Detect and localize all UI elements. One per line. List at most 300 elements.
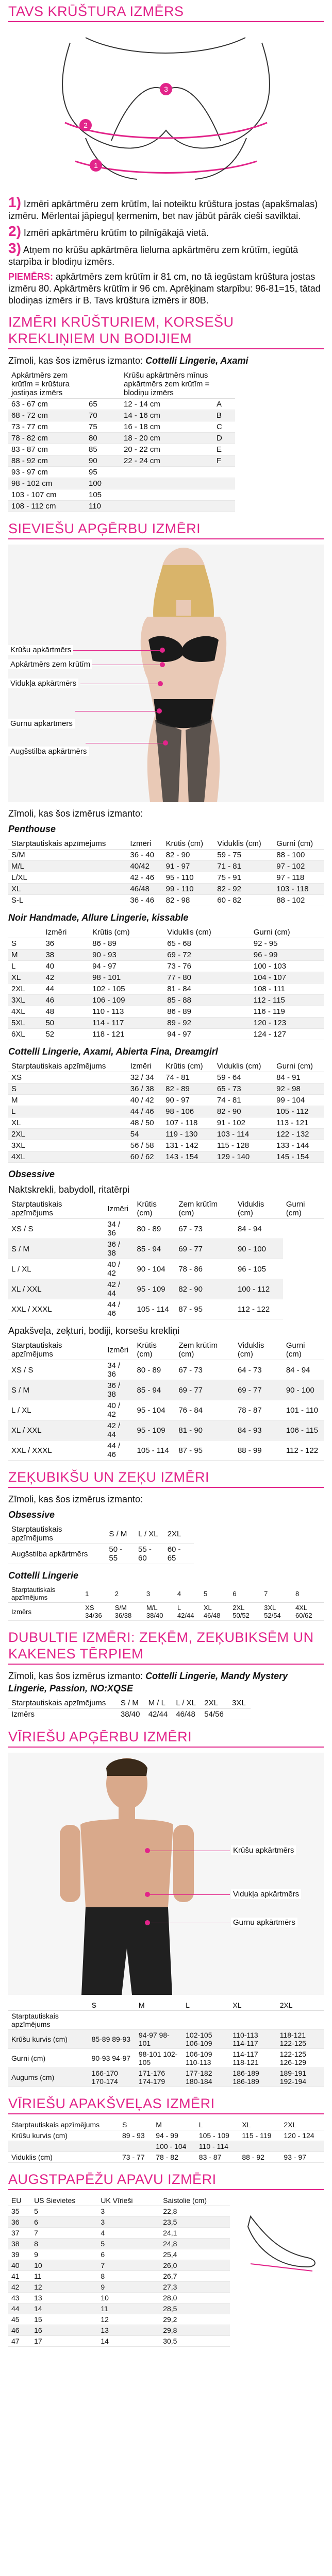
col-header: 1 (82, 1585, 112, 1603)
table-cell: 14 (97, 2336, 151, 2347)
table-row (8, 410, 235, 421)
col-header: Krūšu apkārtmērs mīnus apkārtmērs zem krūtīm = blodiņu izmērs (121, 370, 213, 399)
table-row (8, 478, 235, 489)
table-cell: XXL / XXXL (8, 1440, 104, 1461)
table-row (8, 1279, 324, 1299)
shoes-section (8, 2170, 324, 2347)
table-cell: 122 - 132 (273, 1129, 324, 1140)
table-cell: 108 - 111 (251, 984, 324, 995)
table-cell: 40/42 (127, 861, 162, 872)
table-cell (151, 2206, 160, 2217)
table-cell: 20 - 22 cm (121, 444, 213, 455)
col-header: Krūtis (cm) (89, 927, 164, 938)
table-cell: 4XL (8, 1151, 127, 1163)
table-cell: L (8, 1106, 127, 1117)
table-cell: 16 - 18 cm (121, 421, 213, 433)
col-header: Gurni (cm) (273, 838, 324, 850)
table-cell: 101 - 110 (283, 1400, 324, 1420)
table-cell: 44 / 46 (104, 1440, 134, 1461)
table-cell: 90 - 100 (283, 1380, 324, 1400)
table-cell: 4 (97, 2228, 151, 2239)
col-header: Starptautiskais apzīmējums (8, 1340, 104, 1360)
col-header: Zem krūtīm (cm) (175, 1340, 235, 1360)
table-cell: 85 - 94 (134, 1380, 176, 1400)
table-cell: C (213, 421, 235, 433)
table-cell: 54 (127, 1129, 162, 1140)
table-row (8, 2325, 230, 2336)
table-cell: 82 - 98 (163, 895, 214, 906)
table-cell: 90 - 100 (235, 1239, 283, 1259)
table-cell: 82 - 90 (214, 1106, 273, 1117)
table-cell: XL / XXL (8, 1279, 104, 1299)
table-cell: 25,4 (160, 2249, 230, 2260)
table-cell: 82 - 92 (214, 884, 273, 895)
table-cell: 116 - 119 (251, 1006, 324, 1018)
table-cell: 46 (8, 2325, 31, 2336)
women-measure-figure (8, 545, 324, 802)
table-cell: 70 (86, 410, 121, 421)
table-cell: 90 - 93 (89, 950, 164, 961)
table-cell: L / XL (8, 1400, 104, 1420)
table-cell: Augšstilba apkārtmērs (8, 1544, 106, 1564)
table-cell: 112 - 122 (235, 1299, 283, 1319)
table-cell: 85 - 88 (164, 995, 251, 1006)
table-cell: 27,3 (160, 2282, 230, 2293)
col-header: Viduklis (cm) (164, 927, 251, 938)
table-cell: 38 (8, 2239, 31, 2249)
table-cell: 64 - 73 (235, 1360, 283, 1380)
col-header: M / L (145, 1698, 173, 1709)
table-row (8, 489, 235, 501)
table-cell: 3XL (8, 1140, 127, 1151)
table-cell (229, 2011, 276, 2030)
table-cell (8, 2141, 119, 2152)
table-cell: D (213, 433, 235, 444)
catsuit-table (8, 1698, 251, 1720)
table-cell: 131 - 142 (162, 1140, 214, 1151)
table-row (8, 2314, 230, 2325)
table-row (8, 1400, 324, 1420)
brand-name: Noir Handmade, Allure Lingerie, kissable (8, 912, 189, 923)
table-row (8, 1709, 251, 1720)
callout-thigh: Augšstilba apkārtmērs (8, 747, 89, 756)
table-cell: 83 - 87 cm (8, 444, 86, 455)
table-cell: 3XL 52/54 (261, 1603, 292, 1621)
bra-example: PIEMĒRS: apkārtmērs zem krūtīm ir 81 cm, no tā iegūstam krūštura jostas izmēru 80. Apkārtmērs krūtīm ir 96 cm. Aprēķinam starpību: 96-81=15, tātad blodiņas izmērs ir B. Tavs krūštura izmērs ir 80B. (8, 272, 321, 306)
table-cell: 100 - 104 (153, 2141, 196, 2152)
table-cell: Gurni (cm) (8, 2049, 89, 2068)
table-cell: 55 - 60 (135, 1544, 164, 1564)
diagram-mark-1: 1 (94, 161, 98, 170)
col-header: Izmēri (127, 838, 162, 850)
table-cell: 91 - 97 (163, 861, 214, 872)
col-header: XL (229, 2000, 276, 2011)
table-cell: 14 - 16 cm (121, 410, 213, 421)
table-cell: 30,5 (160, 2336, 230, 2347)
table-cell: 105 - 109 (196, 2130, 239, 2141)
divider (8, 2113, 324, 2114)
col-header: Starptautiskais apzīmējums (8, 1199, 104, 1219)
table-cell: 54/56 (201, 1709, 229, 1720)
table-cell: 36 / 38 (127, 1083, 162, 1095)
table-cell (213, 489, 235, 501)
table-cell: 40 / 42 (104, 1259, 134, 1279)
table-cell: 87 - 95 (175, 1299, 235, 1319)
table-cell: 41 (8, 2271, 31, 2282)
section-title: TAVS KRŪŠTURA IZMĒRS (8, 4, 184, 19)
table-cell: 12 - 14 cm (121, 399, 213, 410)
table-cell: 118 - 121 (89, 1029, 164, 1040)
table-cell: 86 - 89 (89, 938, 164, 950)
callout-waist: Vidukļa apkārtmērs (231, 1889, 301, 1899)
table-cell: 46/48 (127, 884, 162, 895)
table-cell: 36 / 38 (104, 1380, 134, 1400)
table-cell: 81 - 90 (175, 1420, 235, 1440)
divider (8, 1487, 324, 1488)
col-header: Gurni (cm) (283, 1340, 324, 1360)
table-cell: 129 - 140 (214, 1151, 273, 1163)
col-header: Gurni (cm) (273, 1061, 324, 1072)
table-cell: M (8, 950, 42, 961)
table-row (8, 455, 235, 467)
col-header (151, 2195, 160, 2206)
table-cell: 43 (8, 2293, 31, 2303)
table-cell: L / XL (8, 1259, 104, 1279)
divider (8, 348, 324, 349)
table-cell: 42 / 44 (104, 1279, 134, 1299)
table-cell: 10 (31, 2260, 97, 2271)
table-cell: 42 (42, 972, 89, 984)
table-cell: 114 - 117 (89, 1018, 164, 1029)
table-cell: XS (8, 1072, 127, 1083)
table-cell (151, 2260, 160, 2271)
table-cell: 186-189 186-189 (229, 2068, 276, 2087)
stockings-cottelli-table (8, 1585, 324, 1621)
col-header: Starptautiskais apzīmējums (8, 1698, 118, 1709)
step-3: 3) Atņem no krūšu apkārtmēra lieluma apkārtmēru zem krūtīm, iegūtā starpība ir blodiņu izmērs. (8, 240, 298, 267)
table-cell (213, 501, 235, 512)
col-header: L (182, 2000, 229, 2011)
table-cell: 84 - 94 (283, 1360, 324, 1380)
table-cell: XXL / XXXL (8, 1299, 104, 1319)
penthouse-table (8, 838, 324, 906)
men-size-table (8, 2000, 324, 2087)
table-row (8, 2271, 230, 2282)
table-cell: 50 - 55 (106, 1544, 135, 1564)
table-row (8, 2130, 324, 2141)
section-title: IZMĒRI KRŪŠTURIEM, KORSEŠU KREKLIŅIEM UN BODIJIEM (8, 314, 234, 346)
table-cell: 95 (86, 467, 121, 478)
table-cell: 90-93 94-97 (89, 2049, 136, 2068)
table-cell: XS / S (8, 1219, 104, 1239)
table-cell: 36 - 40 (127, 850, 162, 861)
table-cell: 44 / 46 (127, 1106, 162, 1117)
table-cell: 105 - 112 (273, 1106, 324, 1117)
table-cell: 94-97 98-101 (136, 2030, 182, 2049)
table-cell: 120 - 124 (280, 2130, 324, 2141)
table-cell: 96 - 105 (235, 1259, 283, 1279)
col-header (8, 2000, 89, 2011)
table-cell: Augums (cm) (8, 2068, 89, 2087)
table-cell: 46 (42, 995, 89, 1006)
table-cell (121, 467, 213, 478)
table-cell: 106-109 110-113 (182, 2049, 229, 2068)
diagram-mark-2: 2 (84, 121, 88, 129)
catsuit-section (8, 1628, 324, 1720)
table-cell: 84 - 91 (273, 1072, 324, 1083)
table-cell (151, 2239, 160, 2249)
table-row (8, 1117, 324, 1129)
table-cell (121, 478, 213, 489)
table-cell: 133 - 144 (273, 1140, 324, 1151)
brands-line: Zīmoli, kas šos izmērus izmanto: Cottelli Lingerie, Axami (8, 355, 248, 366)
diagram-mark-3: 3 (164, 85, 168, 93)
table-cell: 75 - 91 (214, 872, 273, 884)
table-cell: Viduklis (cm) (8, 2152, 119, 2163)
table-cell: 124 - 127 (251, 1029, 324, 1040)
table-cell: 98 - 102 cm (8, 478, 86, 489)
table-cell: F (213, 455, 235, 467)
table-cell: 8 (31, 2239, 97, 2249)
table-cell: 98-101 102-105 (136, 2049, 182, 2068)
men-underwear-table (8, 2120, 324, 2163)
product-note: Naktskrekli, babydoll, ritatērpi (8, 1184, 130, 1195)
table-cell (151, 2271, 160, 2282)
table-cell: 81 - 84 (164, 984, 251, 995)
table-cell: M/L 38/40 (143, 1603, 174, 1621)
men-measure-figure (8, 1753, 324, 1995)
col-header: S / M (106, 1524, 135, 1544)
table-cell: 69 - 77 (175, 1239, 235, 1259)
table-cell (151, 2325, 160, 2336)
table-row (8, 850, 324, 861)
table-cell: 69 - 77 (175, 1380, 235, 1400)
table-cell: 95 - 109 (134, 1420, 176, 1440)
section-title: AUGSTPAPĒŽU APAVU IZMĒRI (8, 2172, 217, 2187)
divider (8, 538, 324, 539)
table-cell: 103 - 118 (273, 884, 324, 895)
table-cell: XS / S (8, 1360, 104, 1380)
table-cell: 105 (86, 489, 121, 501)
table-row (8, 2303, 230, 2314)
section-title: DUBULTIE IZMĒRI: ZEĶĒM, ZEĶUBIKSĒM UN KAKENES TĒRPIEM (8, 1630, 314, 1662)
table-cell: 189-191 192-194 (277, 2068, 324, 2087)
callout-hips: Gurnu apkārtmērs (231, 1918, 297, 1927)
table-cell: 177-182 180-184 (182, 2068, 229, 2087)
table-cell: 18 - 20 cm (121, 433, 213, 444)
col-header: Apkārtmērs zem krūtīm = krūštura jostiņas izmērs (8, 370, 86, 399)
table-cell: 7 (31, 2228, 97, 2239)
table-cell: 77 - 80 (164, 972, 251, 984)
table-row (8, 444, 235, 455)
table-cell: 110 - 114 (196, 2141, 239, 2152)
col-header: M (136, 2000, 182, 2011)
col-header: 2XL (277, 2000, 324, 2011)
table-cell: 14 (31, 2303, 97, 2314)
table-row (8, 2011, 324, 2030)
table-cell: 24,8 (160, 2239, 230, 2249)
table-cell (182, 2011, 229, 2030)
divider (8, 1664, 324, 1665)
table-cell: 38/40 (118, 1709, 145, 1720)
table-cell: 3 (97, 2206, 151, 2217)
table-cell: 110 (86, 501, 121, 512)
table-cell: 2XL (8, 984, 42, 995)
table-cell: 87 - 95 (175, 1440, 235, 1461)
table-cell: 4XL (8, 1006, 42, 1018)
table-cell: 84 - 93 (235, 1420, 283, 1440)
table-cell: S (8, 938, 42, 950)
col-header: Gurni (cm) (251, 927, 324, 938)
table-row (8, 2141, 324, 2152)
table-cell: M (8, 1095, 127, 1106)
shoe-size-table (8, 2195, 230, 2347)
section-title: SIEVIEŠU APĢĒRBU IZMĒRI (8, 521, 201, 536)
table-row (8, 961, 324, 972)
callout-dot (160, 648, 165, 653)
table-cell: 103 - 107 cm (8, 489, 86, 501)
table-row (8, 2293, 230, 2303)
col-header: L / XL (173, 1698, 201, 1709)
divider (8, 21, 324, 22)
callout-dot (157, 708, 162, 714)
col-header: US Sievietes (31, 2195, 97, 2206)
table-cell: 8 (97, 2271, 151, 2282)
table-cell: 13 (97, 2325, 151, 2336)
table-row (8, 861, 324, 872)
table-row (8, 1151, 324, 1163)
men-section (8, 1727, 324, 2087)
table-cell: 10 (97, 2293, 151, 2303)
table-cell: 115 - 119 (239, 2130, 280, 2141)
table-cell: 89 - 92 (164, 1018, 251, 1029)
col-header: S / M (118, 1698, 145, 1709)
table-row (8, 1140, 324, 1151)
table-row (8, 2282, 230, 2293)
table-row (8, 1440, 324, 1461)
table-cell: L (8, 961, 42, 972)
table-cell: 94 - 97 (164, 1029, 251, 1040)
table-cell: 46/48 (173, 1709, 201, 1720)
divider (8, 1747, 324, 1748)
table-cell: 52 (42, 1029, 89, 1040)
table-cell: 67 - 73 (175, 1219, 235, 1239)
table-cell: 40 (8, 2260, 31, 2271)
table-cell: 73 - 77 cm (8, 421, 86, 433)
brand-name: Penthouse (8, 824, 56, 834)
table-cell: 107 - 118 (162, 1117, 214, 1129)
col-header: M (153, 2120, 196, 2130)
table-cell: 95 - 110 (163, 872, 214, 884)
col-header: 2XL (164, 1524, 194, 1544)
table-cell: A (213, 399, 235, 410)
table-row (8, 2260, 230, 2271)
col-header: Izmēri (104, 1340, 134, 1360)
col-header: Saistoliе (cm) (160, 2195, 230, 2206)
table-row (8, 2217, 230, 2228)
brands-line: Zīmoli, kas šos izmērus izmanto: (8, 1494, 143, 1504)
table-row (8, 1029, 324, 1040)
table-cell: S-L (8, 895, 127, 906)
table-cell (239, 2141, 280, 2152)
table-cell: 36 (8, 2217, 31, 2228)
foot-measure-icon (245, 2206, 323, 2273)
table-cell: 78 - 82 (153, 2152, 196, 2163)
stockings-section (8, 1468, 324, 1621)
women-section (8, 519, 324, 1461)
table-cell: 60 - 65 (164, 1544, 194, 1564)
table-row (8, 1299, 324, 1319)
table-cell: XL 46/48 (201, 1603, 229, 1621)
table-row (8, 1072, 324, 1083)
table-cell: 44 (42, 984, 89, 995)
table-cell (213, 478, 235, 489)
col-header: Izmēri (42, 927, 89, 938)
table-cell (89, 2011, 136, 2030)
col-header: 6 (229, 1585, 261, 1603)
table-cell: 76 - 84 (175, 1400, 235, 1420)
col-header: 8 (292, 1585, 324, 1603)
band-cup-table (8, 370, 235, 512)
col-header: S (89, 2000, 136, 2011)
table-cell: 69 - 77 (235, 1380, 283, 1400)
table-cell (151, 2303, 160, 2314)
col-header: L (196, 2120, 239, 2130)
table-row (8, 1095, 324, 1106)
table-cell: 15 (31, 2314, 97, 2325)
col-header: 7 (261, 1585, 292, 1603)
table-cell: 106 - 115 (283, 1420, 324, 1440)
table-cell: 26,0 (160, 2260, 230, 2271)
table-cell: Krūšu kurvis (cm) (8, 2030, 89, 2049)
table-cell: 28,5 (160, 2303, 230, 2314)
col-header: S (119, 2120, 153, 2130)
noir-table (8, 927, 324, 1040)
col-header: Starptautiskais apzīmējums (8, 1524, 106, 1544)
table-cell: 119 - 130 (162, 1129, 214, 1140)
table-cell: 145 - 154 (273, 1151, 324, 1163)
callout-hips: Gurnu apkārtmērs (8, 719, 75, 728)
table-cell: 28,0 (160, 2293, 230, 2303)
table-cell: 74 - 81 (162, 1072, 214, 1083)
bra-section (8, 0, 324, 307)
table-row (8, 2336, 230, 2347)
col-header (86, 370, 121, 399)
table-cell (151, 2282, 160, 2293)
table-cell: 92 - 98 (273, 1083, 324, 1095)
obsessive-nightwear-table (8, 1199, 324, 1319)
table-cell (151, 2293, 160, 2303)
section-title: VĪRIEŠU APAKŠVEĻAS IZMĒRI (8, 2096, 215, 2111)
col-header: 2 (112, 1585, 143, 1603)
table-row (8, 1360, 324, 1380)
table-cell: 40 (42, 961, 89, 972)
table-cell: 36 / 38 (104, 1239, 134, 1259)
men-underwear-section (8, 2094, 324, 2163)
table-row (8, 1018, 324, 1029)
callout-line (65, 650, 160, 651)
stockings-obsessive-table (8, 1524, 194, 1564)
table-row (8, 1129, 324, 1140)
table-cell (229, 1709, 251, 1720)
table-cell: Izmērs (8, 1603, 82, 1621)
table-cell: 85 - 94 (134, 1239, 176, 1259)
callout-waist: Vidukļa apkārtmērs (8, 679, 78, 688)
step-2: 2) Izmēri apkārtmēru krūtīm to pilnīgākajā vietā. (8, 223, 209, 239)
table-row (8, 433, 235, 444)
table-cell: 99 - 110 (163, 884, 214, 895)
table-cell: 108 - 112 cm (8, 501, 86, 512)
